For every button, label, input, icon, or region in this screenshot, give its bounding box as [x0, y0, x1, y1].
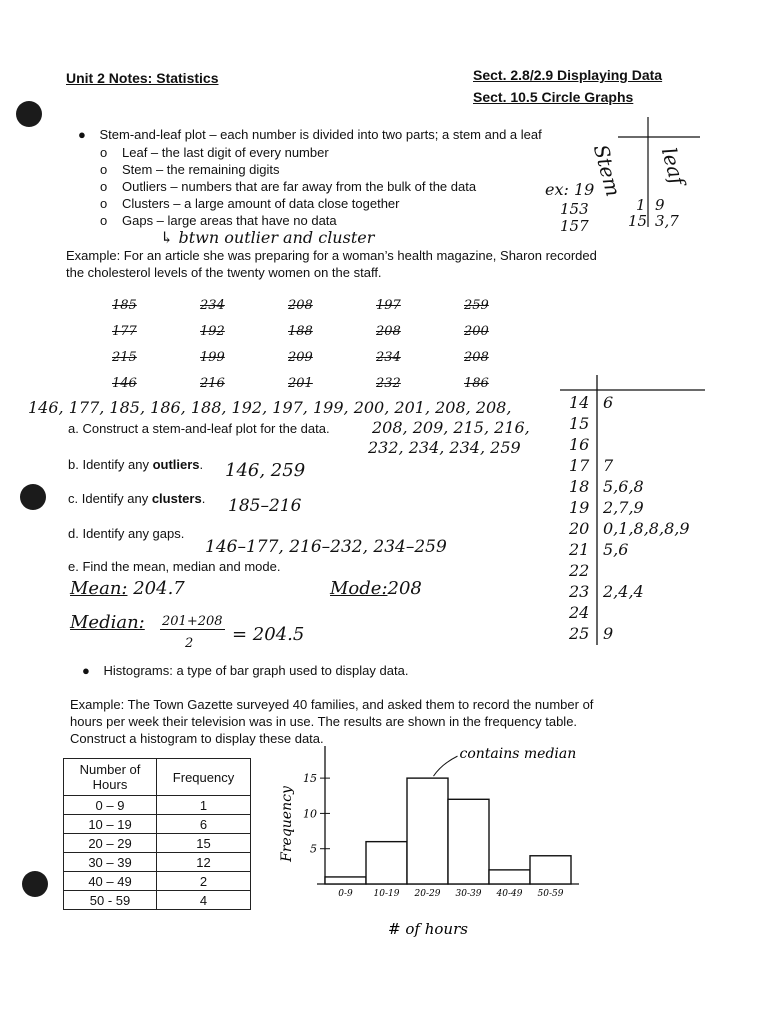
binder-hole-top [16, 101, 42, 127]
histogram-chart [265, 742, 605, 952]
stem-value: 24 [569, 603, 590, 622]
sub-item: o Clusters – a large amount of data close together [100, 196, 400, 211]
frequency-table [63, 758, 251, 910]
leaf-values: 2,4,4 [603, 582, 644, 601]
data-value: 208 [464, 350, 489, 365]
data-value: 201 [288, 376, 313, 391]
stem-value: 17 [569, 456, 590, 475]
hours-cell: 20 – 29 [64, 834, 157, 853]
sub-item: o Gaps – large areas that have no data [100, 213, 337, 228]
question-e: e. Find the mean, median and mode. [68, 559, 281, 574]
annotation-pointer [434, 756, 458, 776]
data-value: 234 [200, 298, 225, 313]
answer-d: 146–177, 216–232, 234–259 [205, 537, 447, 557]
histogram-bar [325, 877, 366, 884]
histogram-bar [366, 842, 407, 884]
histogram-bar [489, 870, 530, 884]
question-c: c. Identify any clusters. [68, 491, 206, 506]
data-value: 215 [112, 350, 137, 365]
data-value: 186 [464, 376, 489, 391]
stemplot [565, 393, 715, 653]
table-row [64, 853, 251, 872]
sorted-list-line1: 146, 177, 185, 186, 188, 192, 197, 199, 200, 201, 208, 208, [28, 398, 512, 417]
mode-answer: Mode:208 [330, 578, 422, 599]
sub-item: o Leaf – the last digit of every number [100, 145, 329, 160]
data-value: 188 [288, 324, 313, 339]
histogram-bullet [82, 662, 408, 679]
x-tick-label: 10-19 [373, 889, 400, 899]
binder-hole-bottom [22, 871, 48, 897]
sub-item: o Outliers – numbers that are far away from the bulk of the data [100, 179, 477, 194]
side-row-stem: 15 [628, 212, 648, 230]
y-tick-label: 15 [303, 772, 317, 786]
data-value: 208 [288, 298, 313, 313]
stem-value: 21 [569, 540, 590, 559]
mean-answer: Mean: 204.7 [70, 578, 185, 599]
data-value: 232 [376, 376, 401, 391]
median-numerator: 201+208 [162, 614, 223, 629]
page-title-left: Unit 2 Notes: Statistics [66, 70, 219, 86]
stem-label: Stem [588, 142, 626, 199]
table-row [64, 815, 251, 834]
stem-value: 23 [569, 582, 590, 601]
data-value: 199 [200, 350, 225, 365]
x-tick-label: 30-39 [455, 889, 482, 899]
example2-line3: Construct a histogram to display these data. [70, 731, 324, 746]
header-hours: Number of Hours [64, 759, 157, 796]
table-row [64, 834, 251, 853]
stem-value: 25 [569, 624, 590, 643]
data-value: 146 [112, 376, 137, 391]
sorted-list-line3: 232, 234, 234, 259 [368, 438, 521, 457]
sub-item: o Stem – the remaining digits [100, 162, 280, 177]
example1-text-line2: the cholesterol levels of the twenty women on the staff. [66, 265, 382, 280]
histogram-bar [530, 856, 571, 884]
data-value: 208 [376, 324, 401, 339]
y-axis-label: Frequency [279, 786, 295, 862]
stemleaf-sublist [100, 144, 476, 229]
side-example-num: 153 [560, 200, 589, 218]
data-value: 209 [288, 350, 313, 365]
frequency-cell: 12 [157, 853, 251, 872]
stem-value: 20 [569, 519, 590, 538]
median-value: = 204.5 [232, 624, 305, 645]
hours-cell: 50 - 59 [64, 891, 157, 910]
stem-value: 22 [569, 561, 590, 580]
stemleaf-bullet [78, 126, 542, 143]
stem-value: 15 [569, 414, 590, 433]
question-a: a. Construct a stem-and-leaf plot for the data. [68, 421, 330, 436]
leaf-values: 9 [603, 624, 614, 643]
answer-c: 185–216 [228, 496, 302, 516]
hours-cell: 10 – 19 [64, 815, 157, 834]
side-row-leaf: 9 [655, 196, 665, 214]
frequency-cell: 6 [157, 815, 251, 834]
example2-line2: hours per week their television was in use. The results are shown in the frequency table. [70, 714, 578, 729]
leaf-values: 6 [603, 393, 614, 412]
y-tick-label: 5 [310, 842, 317, 856]
leaf-values: 5,6 [603, 540, 629, 559]
answer-b: 146, 259 [225, 460, 306, 481]
header-frequency: Frequency [157, 759, 251, 796]
question-d: d. Identify any gaps. [68, 526, 185, 541]
x-tick-label: 50-59 [537, 889, 564, 899]
frequency-cell: 2 [157, 872, 251, 891]
data-value: 259 [464, 298, 489, 313]
side-row-stem: 1 [636, 196, 646, 214]
hours-cell: 30 – 39 [64, 853, 157, 872]
data-value: 197 [376, 298, 401, 313]
stem-value: 16 [569, 435, 590, 454]
table-header-row [64, 759, 251, 796]
example2-line1: Example: The Town Gazette surveyed 40 families, and asked them to record the number of [70, 697, 594, 712]
sorted-list-line2: 208, 209, 215, 216, [372, 418, 530, 437]
data-value: 234 [376, 350, 401, 365]
x-axis-label: # of hours [388, 920, 468, 938]
frequency-cell: 15 [157, 834, 251, 853]
x-tick-label: 0-9 [338, 889, 353, 899]
hours-cell: 40 – 49 [64, 872, 157, 891]
side-example-num: 157 [560, 217, 589, 235]
median-label: Median: [70, 612, 145, 633]
leaf-values: 0,1,8,8,8,9 [603, 519, 690, 538]
stem-value: 19 [569, 498, 590, 517]
x-tick-label: 40-49 [496, 889, 523, 899]
data-value: 185 [112, 298, 137, 313]
table-row [64, 796, 251, 815]
median-denominator: 2 [185, 636, 194, 651]
bullet-icon: ● [82, 663, 90, 678]
table-row [64, 872, 251, 891]
example1-text-line1: Example: For an article she was preparing for a woman’s health magazine, Sharon recorded [66, 248, 597, 263]
table-row [64, 891, 251, 910]
frequency-cell: 1 [157, 796, 251, 815]
histogram-bar [407, 778, 448, 884]
leaf-values: 7 [603, 456, 614, 475]
y-tick-label: 10 [303, 807, 317, 821]
section-title-1: Sect. 2.8/2.9 Displaying Data [473, 67, 663, 83]
leaf-label: leaf [656, 145, 690, 188]
data-value: 200 [464, 324, 489, 339]
frequency-cell: 4 [157, 891, 251, 910]
bullet-icon: ● [78, 127, 86, 142]
question-b: b. Identify any outliers. [68, 457, 204, 472]
side-row-leaf: 3,7 [655, 212, 679, 230]
hours-cell: 0 – 9 [64, 796, 157, 815]
stemleaf-definition: Stem-and-leaf plot – each number is divided into two parts; a stem and a leaf [99, 127, 542, 142]
leaf-values: 2,7,9 [603, 498, 644, 517]
stem-value: 18 [569, 477, 590, 496]
data-value: 177 [112, 324, 137, 339]
annotation-label: contains median [459, 746, 577, 763]
stem-value: 14 [569, 393, 590, 412]
side-example-label: ex: 19 [545, 180, 595, 199]
x-tick-label: 20-29 [414, 889, 441, 899]
histogram-bar [448, 799, 489, 884]
gap-handnote: ↳ btwn outlier and cluster [160, 228, 375, 247]
data-value: 192 [200, 324, 225, 339]
leaf-values: 5,6,8 [603, 477, 644, 496]
data-value: 216 [200, 376, 225, 391]
section-title-2: Sect. 10.5 Circle Graphs [473, 89, 634, 105]
histogram-definition: Histograms: a type of bar graph used to display data. [103, 663, 409, 678]
binder-hole-middle [20, 484, 46, 510]
